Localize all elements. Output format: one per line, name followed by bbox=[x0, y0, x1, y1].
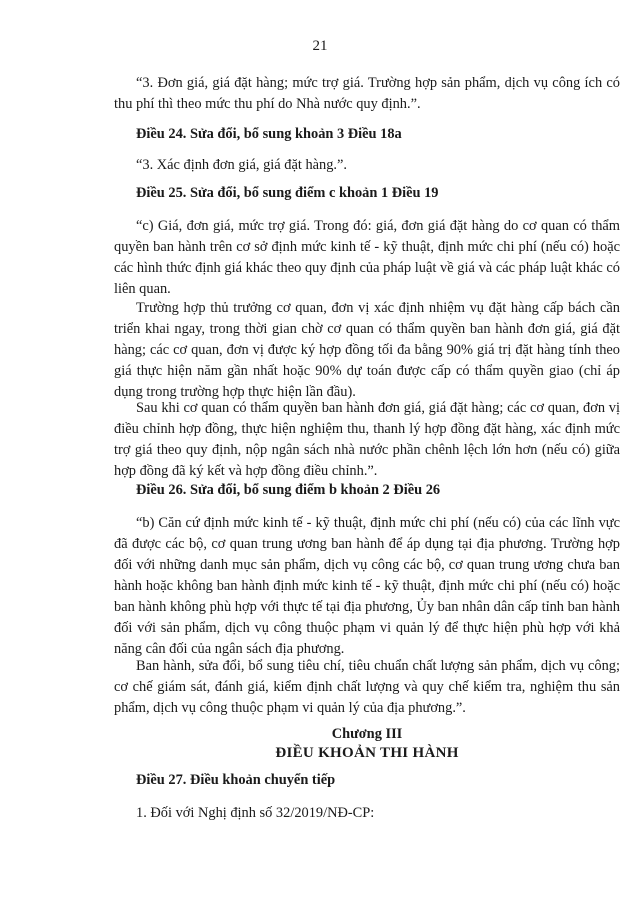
article-27-heading: Điều 27. Điều khoản chuyển tiếp bbox=[136, 772, 336, 788]
paragraph bbox=[114, 513, 620, 660]
paragraph-text: 1. Đối với Nghị định số 32/2019/NĐ-CP: bbox=[136, 805, 375, 821]
page-number: 21 bbox=[312, 38, 328, 54]
paragraph-text: “b) Căn cứ định mức kinh tế - kỹ thuật, định mức chi phí (nếu có) của các lĩnh vực đã được các bộ, cơ quan trung ương ban hành để áp dụng tại địa phương. Trường hợp đối với những danh mục sản phẩm, dịch vụ công các bộ, cơ quan trung ương chưa ban hành hoặc không ban hành định mức kinh tế - kỹ thuật, định mức chi phí (nếu có) hoặc ban hành không phù hợp với thực tế tại địa phương, Ủy ban nhân dân cấp tỉnh ban hành đối với sản phẩm, dịch vụ công thuộc phạm vi quản lý để thực hiện phù hợp với khả năng cân đối của ngân sách địa phương. bbox=[114, 515, 620, 657]
article-heading bbox=[114, 480, 620, 501]
article-24-heading: Điều 24. Sửa đổi, bổ sung khoản 3 Điều 18a bbox=[136, 126, 402, 142]
paragraph bbox=[114, 398, 620, 482]
article-heading bbox=[114, 770, 620, 791]
article-26-heading: Điều 26. Sửa đổi, bổ sung điểm b khoản 2 Điều 26 bbox=[136, 482, 441, 498]
paragraph-text: Ban hành, sửa đổi, bổ sung tiêu chí, tiêu chuẩn chất lượng sản phẩm, dịch vụ công; cơ chế giám sát, đánh giá, kiểm định chất lượng và quy chế kiểm tra, nghiệm thu sản phẩm, dịch vụ công thuộc phạm vi quản lý của địa phương.”. bbox=[114, 658, 620, 716]
chapter-title: ĐIỀU KHOẢN THI HÀNH bbox=[275, 745, 459, 761]
paragraph bbox=[114, 73, 620, 115]
chapter-heading bbox=[114, 725, 620, 763]
paragraph-text: “3. Đơn giá, giá đặt hàng; mức trợ giá. Trường hợp sản phẩm, dịch vụ công ích có thu phí thì theo mức thu phí do Nhà nước quy định.”. bbox=[114, 75, 620, 112]
article-heading bbox=[114, 183, 620, 204]
paragraph-text: Trường hợp thủ trưởng cơ quan, đơn vị xác định nhiệm vụ đặt hàng cấp bách cần triển khai ngay, trong thời gian chờ cơ quan có thẩm quyền ban hành đơn giá, giá đặt hàng; các cơ quan, đơn vị được ký hợp đồng tối đa bằng 90% giá trị đặt hàng tính theo giá thực hiện năm gần nhất hoặc 90% dự toán được cấp có thẩm quyền giao (chỉ áp dụng trong trường hợp thực hiện lần đầu). bbox=[114, 300, 620, 400]
paragraph bbox=[114, 803, 620, 824]
paragraph bbox=[114, 155, 620, 176]
article-25-heading: Điều 25. Sửa đổi, bổ sung điểm c khoản 1 Điều 19 bbox=[136, 185, 439, 201]
paragraph-text: “c) Giá, đơn giá, mức trợ giá. Trong đó: giá, đơn giá đặt hàng do cơ quan có thẩm quyền ban hành trên cơ sở định mức kinh tế - kỹ thuật, định mức chi phí (nếu có) hoặc các hình thức định giá khác theo quy định của pháp luật về giá và các pháp luật khác có liên quan. bbox=[114, 218, 620, 297]
paragraph bbox=[114, 298, 620, 403]
chapter-label: Chương III bbox=[331, 726, 403, 742]
paragraph-text: “3. Xác định đơn giá, giá đặt hàng.”. bbox=[136, 157, 348, 173]
paragraph-text: Sau khi cơ quan có thẩm quyền ban hành đơn giá, giá đặt hàng; các cơ quan, đơn vị điều chỉnh hợp đồng, thực hiện nghiệm thu, thanh lý hợp đồng đặt hàng, xác định mức trợ giá theo quy định, nộp ngân sách nhà nước phần chênh lệch lớn hơn (nếu có) giữa hợp đồng đã ký kết và hợp đồng điều chỉnh.”. bbox=[114, 400, 620, 479]
paragraph bbox=[114, 656, 620, 719]
article-heading bbox=[114, 124, 620, 145]
paragraph bbox=[114, 216, 620, 300]
